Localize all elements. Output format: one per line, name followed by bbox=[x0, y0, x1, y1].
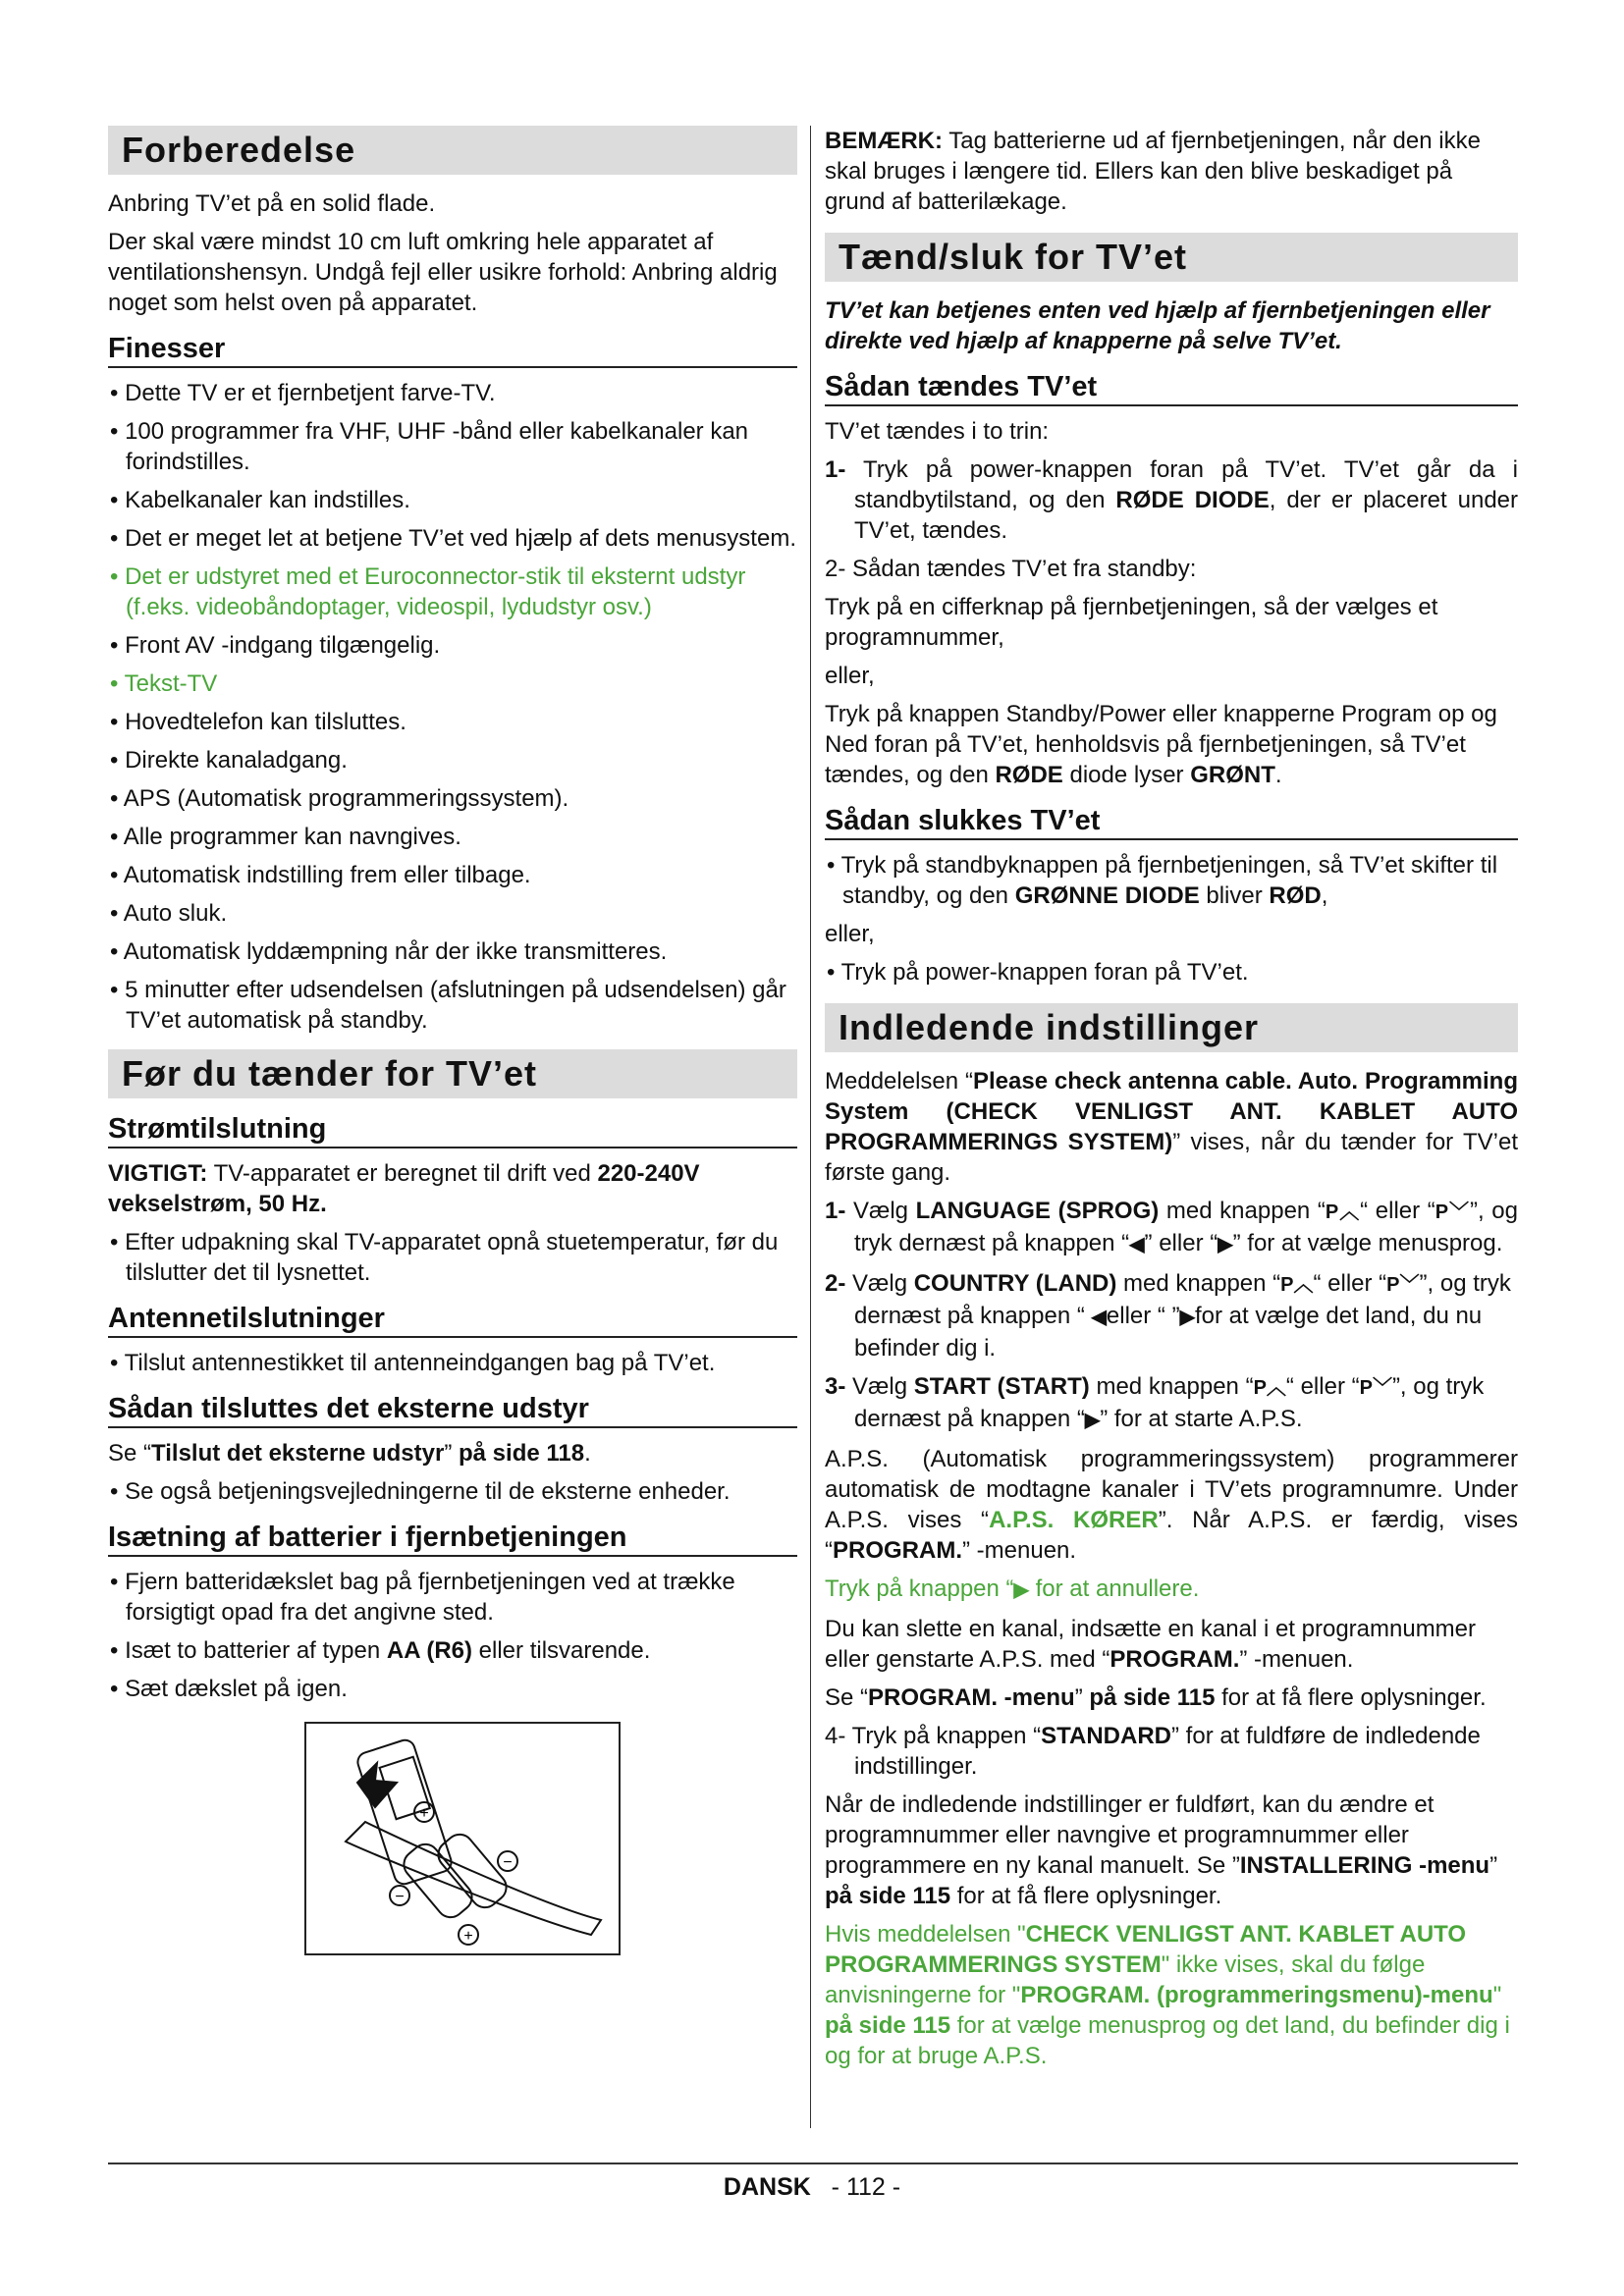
section-title-indledende: Indledende indstillinger bbox=[825, 1003, 1518, 1052]
paragraph: Tryk på knappen Standby/Power eller knapperne Program op og Ned foran på TV’et, henholdsvis på fjernbetjeningen, så TV’et tændes, og den RØDE diode lyser GRØNT. bbox=[825, 701, 1497, 788]
feature-list-item: • Front AV -indgang tilgængelig. bbox=[108, 630, 797, 661]
feature-list-item: • Automatisk lyddæmpning når der ikke transmitteres. bbox=[108, 936, 797, 967]
list-item: • Efter udpakning skal TV-apparatet opnå stuetemperatur, før du tilslutter det til lysnettet. bbox=[108, 1227, 797, 1288]
list-item: • Fjern batteridækslet bag på fjernbetjeningen ved at trække forsigtigt opad fra det angivne sted. bbox=[108, 1567, 797, 1628]
list-item: • Tilslut antennestikket til antenneindgangen bag på TV’et. bbox=[108, 1348, 797, 1378]
feature-list-item: • Tekst-TV bbox=[108, 668, 797, 699]
subtitle-eksterne: Sådan tilsluttes det eksterne udstyr bbox=[108, 1392, 797, 1428]
annuller-paragraph: Tryk på knappen “▶ for at annullere. bbox=[825, 1575, 1200, 1602]
paragraph: Se “PROGRAM. -menu” på side 115 for at få flere oplysninger. bbox=[825, 1684, 1487, 1711]
feature-list-item: • Det er meget let at betjene TV’et ved hjælp af dets menusystem. bbox=[108, 523, 797, 554]
section-title-forberedelse: Forberedelse bbox=[108, 126, 797, 175]
plus-sign: + bbox=[419, 1805, 429, 1822]
paragraph: eller, bbox=[825, 663, 875, 689]
footer bbox=[0, 2173, 1624, 2202]
step-1: 1- Vælg LANGUAGE (SPROG) med knappen “P︿“ eller “P﹀”, og tryk dernæst på knappen “◀” eller “▶” for at vælge menusprog. bbox=[825, 1198, 1518, 1256]
intro-paragraph: TV’et kan betjenes enten ved hjælp af fjernbetjeningen eller direkte ved hjælp af knapperne på selve TV’et. bbox=[825, 297, 1490, 354]
section-title-taend: Tænd/sluk for TV’et bbox=[825, 233, 1518, 282]
paragraph: Se “Tilslut det eksterne udstyr” på side 118. bbox=[108, 1440, 591, 1467]
feature-list bbox=[108, 378, 797, 1036]
list-item: • Tryk på power-knappen foran på TV’et. bbox=[825, 957, 1518, 988]
feature-list-item: • Direkte kanaladgang. bbox=[108, 745, 797, 775]
plus-sign: + bbox=[463, 1928, 473, 1945]
feature-list-item: • Alle programmer kan navngives. bbox=[108, 822, 797, 852]
hvis-paragraph: Hvis meddelelsen "CHECK VENLIGST ANT. KABLET AUTO PROGRAMMERINGS SYSTEM" ikke vises, skal du følge anvisningerne for "PROGRAM. (programmeringsmenu)-menu" på side 115 for at vælge menusprog og det land, du befinder dig i og for at bruge A.P.S. bbox=[825, 1921, 1510, 2069]
vigtigt-label: VIGTIGT: bbox=[108, 1160, 208, 1187]
feature-list-item: • Dette TV er et fjernbetjent farve-TV. bbox=[108, 378, 797, 408]
section-title-foer: Før du tænder for TV’et bbox=[108, 1049, 797, 1098]
list-item: • Sæt dækslet på igen. bbox=[108, 1674, 797, 1704]
footer-language: DANSK bbox=[723, 2173, 811, 2201]
subtitle-antennetilslutninger: Antennetilslutninger bbox=[108, 1302, 797, 1338]
subtitle-slukkes: Sådan slukkes TV’et bbox=[825, 804, 1518, 840]
subtitle-finesser: Finesser bbox=[108, 332, 797, 368]
paragraph: Der skal være mindst 10 cm luft omkring hele apparatet af ventilationshensyn. Undgå fejl eller usikre forhold: Anbring aldrig noget som helst oven på apparatet. bbox=[108, 229, 778, 316]
paragraph: Tryk på en cifferknap på fjernbetjeningen, så der vælges et programnummer, bbox=[825, 594, 1438, 651]
step-3: 3- Vælg START (START) med knappen “P︿“ eller “P﹀”, og tryk dernæst på knappen “▶” for at starte A.P.S. bbox=[825, 1373, 1485, 1432]
feature-list-item: • Automatisk indstilling frem eller tilbage. bbox=[108, 860, 797, 890]
minus-sign: − bbox=[503, 1854, 513, 1871]
right-arrow-icon: ▶ bbox=[1179, 1307, 1195, 1328]
battery-illustration bbox=[304, 1722, 621, 1955]
right-arrow-icon: ▶ bbox=[1218, 1234, 1233, 1255]
column-divider bbox=[810, 126, 811, 2128]
step-4: 4- Tryk på knappen “STANDARD” for at fuldføre de indledende indstillinger. bbox=[825, 1723, 1481, 1780]
step-2: 2- Vælg COUNTRY (LAND) med knappen “P︿“ eller “P﹀”, og tryk dernæst på knappen “ ◀eller “ ”▶for at vælge det land, du nu befinder dig i. bbox=[825, 1270, 1511, 1362]
paragraph: TV’et tændes i to trin: bbox=[825, 418, 1050, 445]
left-arrow-icon: ◀ bbox=[1129, 1234, 1145, 1255]
subtitle-stromtilslutning: Strømtilslutning bbox=[108, 1112, 797, 1148]
subtitle-taendes: Sådan tændes TV’et bbox=[825, 370, 1518, 406]
paragraph: Meddelelsen “Please check antenna cable. Auto. Programming System (CHECK VENLIGST ANT. KABLET AUTO PROGRAMMERINGS SYSTEM)” vises, når du tænder for TV’et første gang. bbox=[825, 1068, 1518, 1186]
list-item: • Se også betjeningsvejledningerne til de eksterne enheder. bbox=[108, 1476, 797, 1507]
aps-paragraph: A.P.S. (Automatisk programmeringssystem) programmerer automatisk de modtagne kanaler i TV’ets programnumre. Under A.P.S. vises “A.P.S. KØRER”. Når A.P.S. er færdig, vises “PROGRAM.” -menuen. bbox=[825, 1446, 1518, 1564]
subtitle-batterier: Isætning af batterier i fjernbetjeningen bbox=[108, 1521, 797, 1557]
step-1: 1- Tryk på power-knappen foran på TV’et. TV’et går da i standbytilstand, og den RØDE DIODE, der er placeret under TV’et, tændes. bbox=[825, 456, 1518, 544]
list-item: • Tryk på standbyknappen på fjernbetjeningen, så TV’et skifter til standby, og den GRØNNE DIODE bliver RØD, bbox=[825, 850, 1518, 911]
right-arrow-icon: ▶ bbox=[1013, 1579, 1029, 1601]
feature-list-item: • 100 programmer fra VHF, UHF -bånd eller kabelkanaler kan forindstilles. bbox=[108, 416, 797, 477]
remote-battery-icon bbox=[306, 1724, 619, 1953]
minus-sign: − bbox=[395, 1889, 405, 1905]
paragraph: eller, bbox=[825, 921, 875, 947]
left-column bbox=[108, 126, 797, 1955]
right-arrow-icon: ▶ bbox=[1084, 1410, 1101, 1431]
paragraph: Du kan slette en kanal, indsætte en kanal i et programnummer eller genstarte A.P.S. med “PROGRAM.” -menuen. bbox=[825, 1616, 1477, 1673]
paragraph: Når de indledende indstillinger er fuldført, kan du ændre et programnummer eller navngive et programnummer eller programmere en ny kanal manuelt. Se ”INSTALLERING -menu” på side 115 for at få flere oplysninger. bbox=[825, 1791, 1498, 1909]
list-item: • Isæt to batterier af typen AA (R6) eller tilsvarende. bbox=[108, 1635, 797, 1666]
page-number: - 112 - bbox=[831, 2173, 901, 2201]
feature-list-item: • Auto sluk. bbox=[108, 898, 797, 929]
feature-list-item: • APS (Automatisk programmeringssystem). bbox=[108, 783, 797, 814]
feature-list-item: • Hovedtelefon kan tilsluttes. bbox=[108, 707, 797, 737]
paragraph: 2- Sådan tændes TV’et fra standby: bbox=[825, 556, 1197, 582]
feature-list-item: • Det er udstyret med et Euroconnector-stik til eksternt udstyr (f.eks. videobåndoptager, videospil, lydudstyr osv.) bbox=[108, 561, 797, 622]
bemaerk-paragraph: BEMÆRK: Tag batterierne ud af fjernbetjeningen, når den ikke skal bruges i længere tid. Ellers kan den blive beskadiget på grund af batterilækage. bbox=[825, 128, 1481, 215]
feature-list-item: • 5 minutter efter udsendelsen (afslutningen på udsendelsen) går TV’et automatisk på standby. bbox=[108, 975, 797, 1036]
paragraph: Anbring TV’et på en solid flade. bbox=[108, 190, 436, 217]
feature-list-item: • Kabelkanaler kan indstilles. bbox=[108, 485, 797, 515]
footer-rule bbox=[108, 2163, 1518, 2164]
left-arrow-icon: ◀ bbox=[1091, 1307, 1107, 1328]
vigtigt-paragraph: VIGTIGT: TV-apparatet er beregnet til drift ved 220-240V vekselstrøm, 50 Hz. bbox=[108, 1160, 700, 1217]
right-column bbox=[825, 126, 1518, 2079]
